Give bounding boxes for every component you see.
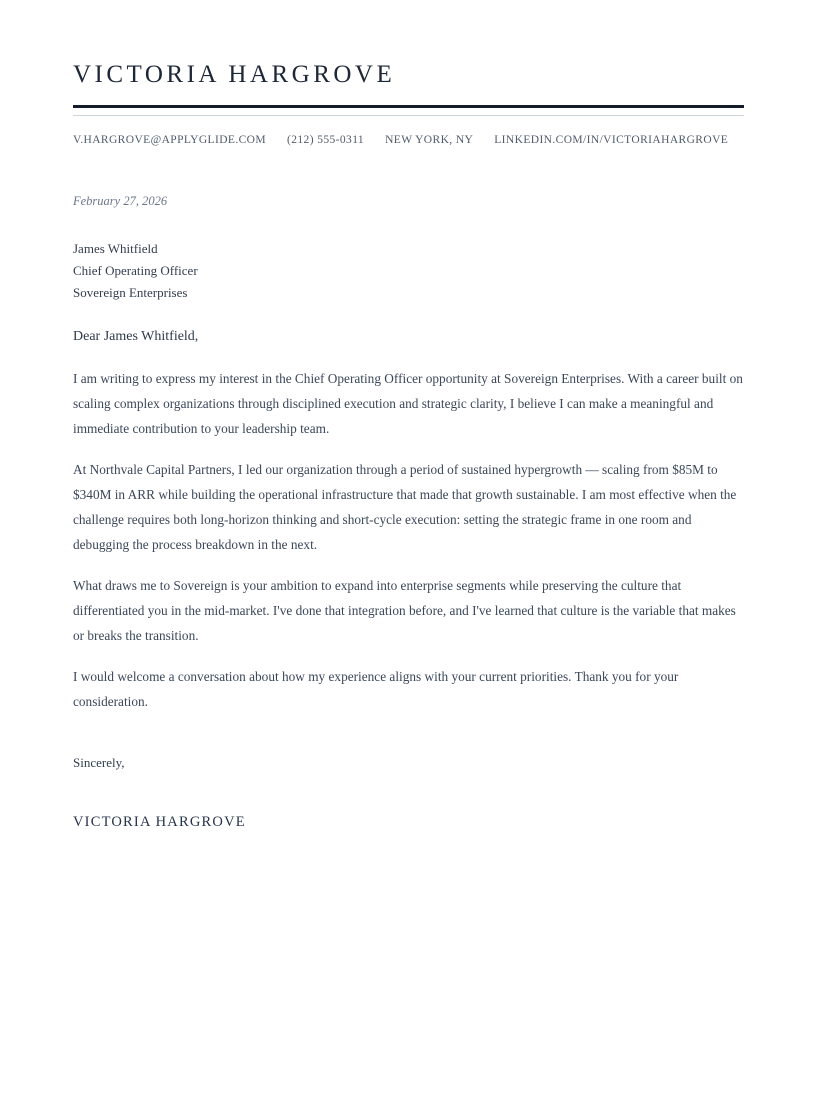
letter-header	[73, 0, 744, 147]
recipient-title: Chief Operating Officer	[73, 262, 198, 278]
signature-name: VICTORIA HARGROVE	[73, 813, 246, 830]
recipient-name: James Whitfield	[73, 240, 158, 256]
contact-location: NEW YORK, NY	[385, 133, 474, 146]
letter-date: February 27, 2026	[73, 193, 168, 208]
header-rule-thin	[73, 115, 744, 116]
letter-body	[73, 194, 744, 831]
contact-row	[73, 133, 744, 147]
recipient-company: Sovereign Enterprises	[73, 284, 188, 300]
salutation: Dear James Whitfield,	[73, 328, 199, 344]
closing: Sincerely,	[73, 754, 125, 770]
contact-linkedin: LINKEDIN.COM/IN/VICTORIAHARGROVE	[494, 133, 729, 146]
body-paragraph-1: I am writing to express my interest in the Chief Operating Officer opportunity at Sovereign Enterprises. With a career built on scaling complex organizations through disciplined execution and strategic clarity, I believe I can make a meaningful and immediate contribution to your leadership team.	[73, 370, 743, 436]
body-paragraph-2: At Northvale Capital Partners, I led our organization through a period of sustained hypergrowth — scaling from $85M to $340M in ARR while building the operational infrastructure that made that growth sustainable. I am most effective when the challenge requires both long-horizon thinking and short-cycle execution: setting the strategic frame in one room and debugging the process breakdown in the next.	[73, 461, 737, 552]
body-paragraph-4: I would welcome a conversation about how my experience aligns with your current priorities. Thank you for your consideration.	[73, 668, 679, 709]
body-paragraph-3: What draws me to Sovereign is your ambition to expand into enterprise segments while preserving the culture that differentiated you in the mid-market. I've done that integration before, and I've learned that culture is the variable that makes or breaks the transition.	[73, 577, 736, 643]
header-rule-thick	[73, 105, 744, 108]
contact-phone: (212) 555-0311	[287, 133, 365, 146]
recipient-block	[73, 238, 744, 304]
applicant-name: VICTORIA HARGROVE	[73, 61, 396, 88]
contact-email: V.HARGROVE@APPLYGLIDE.COM	[73, 133, 267, 146]
